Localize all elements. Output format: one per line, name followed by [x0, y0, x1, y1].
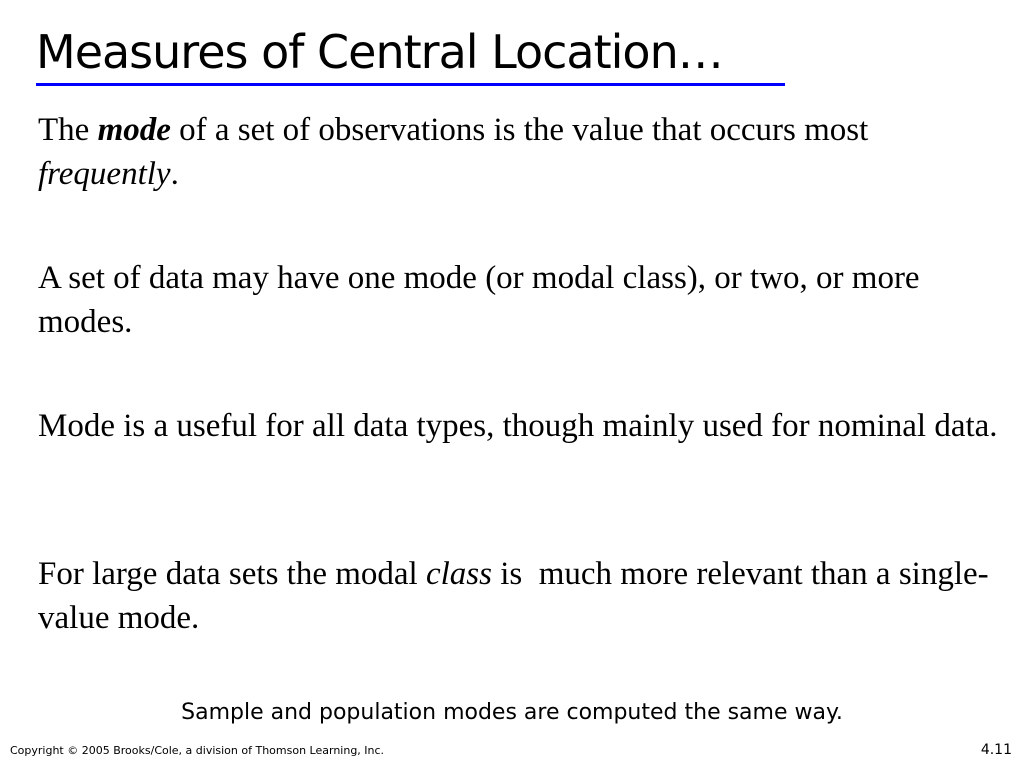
paragraph-data-types: Mode is a useful for all data types, though mainly used for nominal data. [38, 408, 998, 444]
note-sample-population: Sample and population modes are computed the same way. [181, 700, 843, 725]
text-run: The [38, 112, 98, 148]
text-run: For large data sets the modal [38, 556, 426, 592]
paragraph-modal-class [38, 552, 1013, 640]
paragraph-mode-definition [38, 108, 1013, 196]
paragraph-multiple-modes: A set of data may have one mode (or modal class), or two, or more modes. [38, 260, 920, 340]
text-run: . [170, 156, 179, 192]
copyright-footer: Copyright © 2005 Brooks/Cole, a division of Thomson Learning, Inc. [10, 744, 385, 757]
text-run: of a set of observations is the value that occurs most [170, 112, 869, 148]
page-number: 4.11 [980, 742, 1012, 758]
term-class: class [425, 556, 492, 592]
term-frequently: frequently [38, 156, 171, 192]
title-underline [36, 83, 785, 86]
slide-title: Measures of Central Location… [36, 25, 723, 79]
text-run: is much more relevant than a single-value mode. [38, 556, 989, 636]
term-mode: mode [97, 112, 171, 148]
